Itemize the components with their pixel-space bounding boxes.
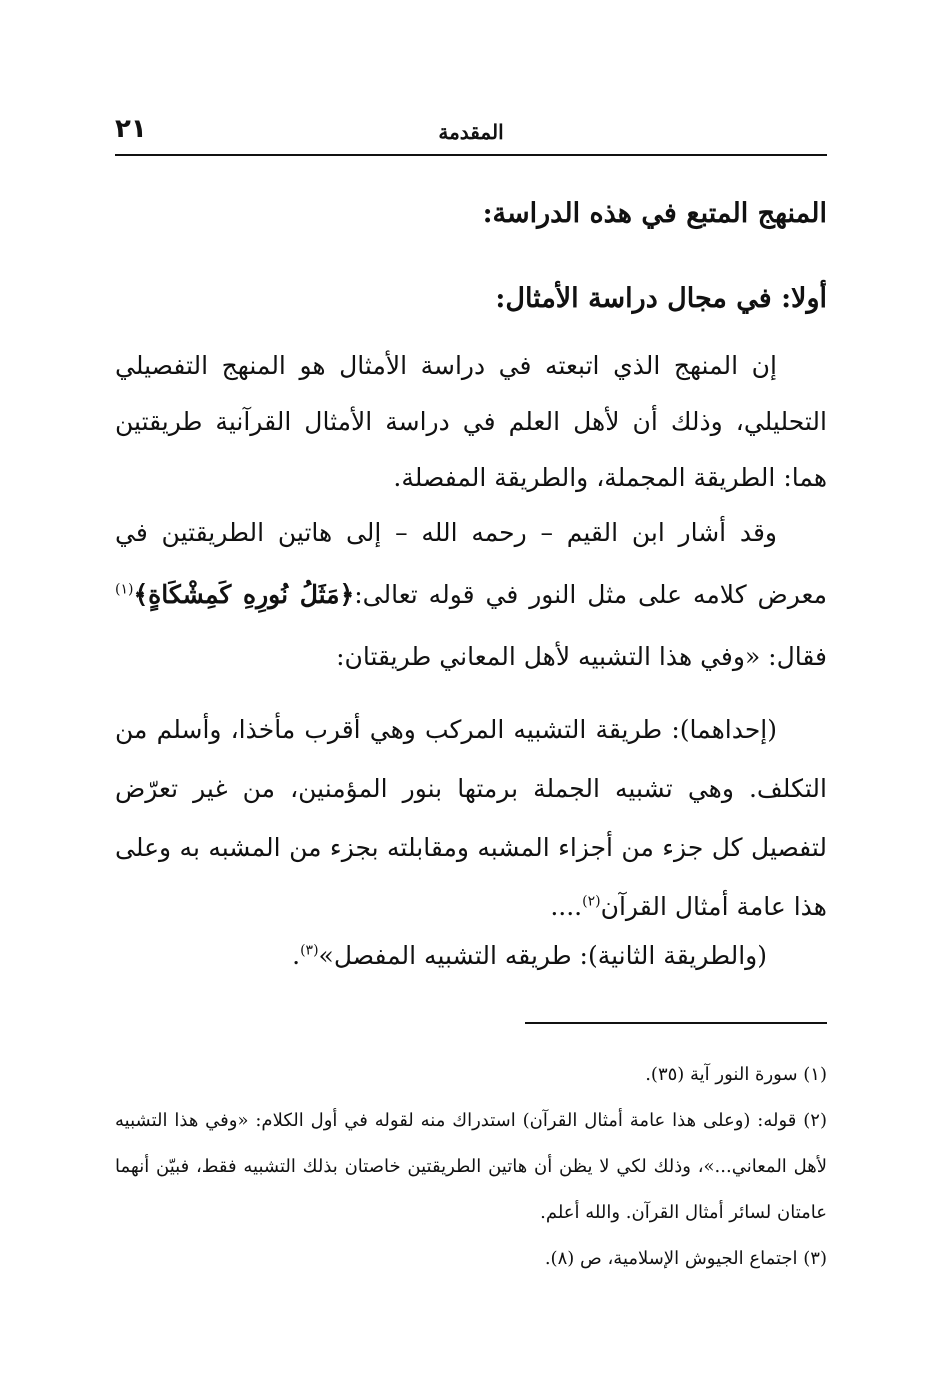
paragraph-method-text: إن المنهج الذي اتبعته في دراسة الأمثال هو المنهج التفصيلي التحليلي، وذلك أن لأهل العلم في دراسة الأمثال القرآنية طريقتين هما: الطريقة المجملة، والطريقة المفصلة. [115,351,827,492]
running-title: المقدمة [438,120,504,144]
footnote-ref-1: (١) [115,581,134,598]
footnote-ref-3: (٣) [300,942,319,959]
quran-verse: ﴿مَثَلُ نُورِهِ كَمِشْكَاةٍ﴾ [133,580,355,609]
footnotes [115,1052,827,1282]
footnote-separator [525,1022,827,1024]
subsection-heading: أولا: في مجال دراسة الأمثال: [495,283,827,314]
ellipsis: .... [550,892,583,921]
page-header [115,112,827,156]
paragraph-first-method-text: (إحداهما): طريقة التشبيه المركب وهي أقرب مأخذا، وأسلم من التكلف. وهي تشبيه الجملة برمتها بنور المؤمنين، من غير تعرّض لتفصيل كل جزء من أجزاء المشبه ومقابلته بجزء من المشبه به وعلى هذا عامة أمثال القرآن [115,715,827,921]
paragraph-first-method [115,700,827,936]
footnote-ref-2: (٢) [582,893,601,910]
footnote-3: (٣) اجتماع الجيوش الإسلامية، ص (٨). [544,1248,827,1269]
paragraph-second-method-text: (والطريقة الثانية): طريقه التشبيه المفصل» [318,941,767,970]
footnote-1: (١) سورة النور آية (٣٥). [645,1064,827,1085]
paragraph-ibn-qayyim-text: وقد أشار ابن القيم – رحمه الله – إلى هاتين الطريقتين في معرض كلامه على مثل النور في قوله تعالى: [115,518,827,609]
paragraph-second-method [115,936,827,976]
section-heading: المنهج المتبع في هذه الدراسة: [482,198,827,229]
period: . [292,941,301,970]
footnote-2: (٢) قوله: (وعلى هذا عامة أمثال القرآن) استدراك منه لقوله في أول الكلام: «وفي هذا التشبيه لأهل المعاني...»، وذلك لكي لا يظن أن هاتين الطريقتين خاصتان بذلك التشبيه فقط، فبيّن أنهما عامتان لسائر أمثال القرآن. والله أعلم. [115,1110,827,1223]
paragraph-method [115,338,827,506]
page-number: ٢١ [115,114,147,144]
paragraph-ibn-qayyim-continuation: فقال: «وفي هذا التشبيه لأهل المعاني طريقتان: [336,642,827,671]
paragraph-ibn-qayyim [115,502,827,688]
